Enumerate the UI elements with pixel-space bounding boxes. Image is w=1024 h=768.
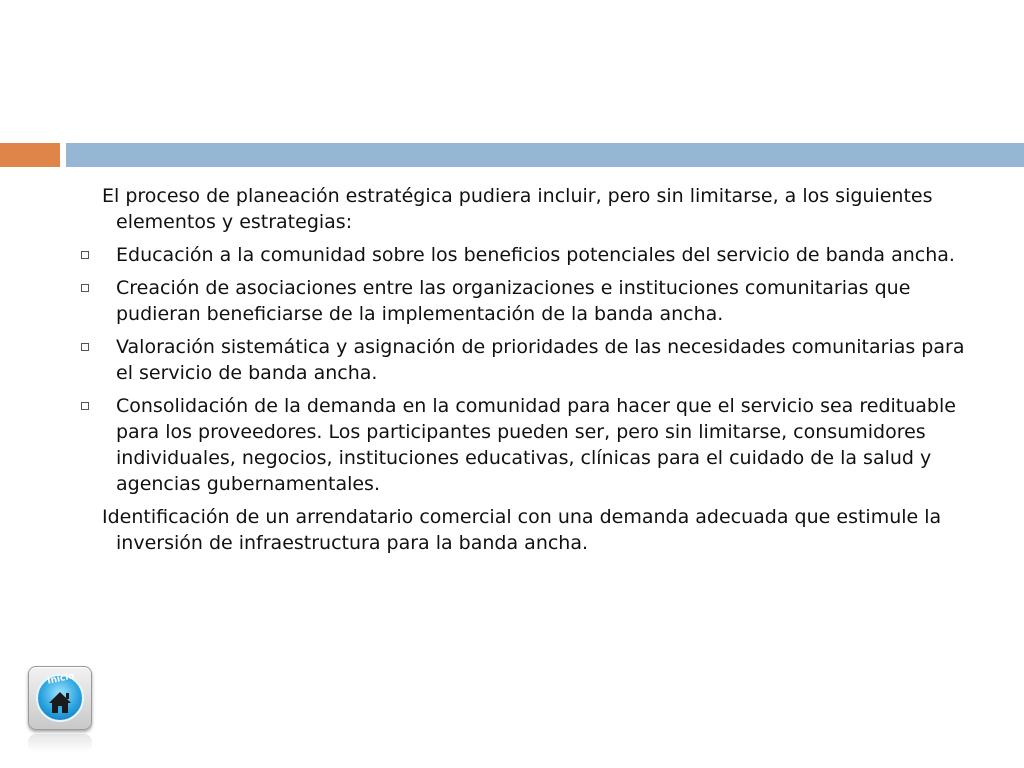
list-item-text: Valoración sistemática y asignación de prioridades de las necesidades comunitarias para el servicio de banda ancha. [116,336,965,384]
home-button-reflection [28,734,92,752]
list-item-text: Consolidación de la demanda en la comunidad para hacer que el servicio sea redituable para los proveedores. Los participantes pueden ser, pero sin limitarse, consumidores individuales, negocios, instituciones educativas, clínicas para el cuidado de la salud y agencias gubernamentales. [116,395,956,495]
accent-band-left [0,143,60,167]
list-item-text: Creación de asociaciones entre las organizaciones e instituciones comunitarias que pudieran beneficiarse de la implementación de la banda ancha. [116,277,911,325]
square-bullet-icon [81,402,89,410]
accent-band-right [66,143,1024,167]
square-bullet-icon [81,284,89,292]
list-item [80,393,980,497]
slide-body [80,183,980,563]
intro-paragraph: El proceso de planeación estratégica pudiera incluir, pero sin limitarse, a los siguientes elementos y estrategias: [102,185,933,233]
square-bullet-icon [81,343,89,351]
home-button[interactable] [28,666,92,730]
square-bullet-icon [81,251,89,259]
home-button-label: Inicio [46,671,76,687]
list-item [80,334,980,386]
list-item [80,275,980,327]
closing-paragraph: Identificación de un arrendatario comercial con una demanda adecuada que estimule la inversión de infraestructura para la banda ancha. [102,506,942,554]
list-item [80,242,980,268]
list-item-text: Educación a la comunidad sobre los beneficios potenciales del servicio de banda ancha. [116,244,955,266]
